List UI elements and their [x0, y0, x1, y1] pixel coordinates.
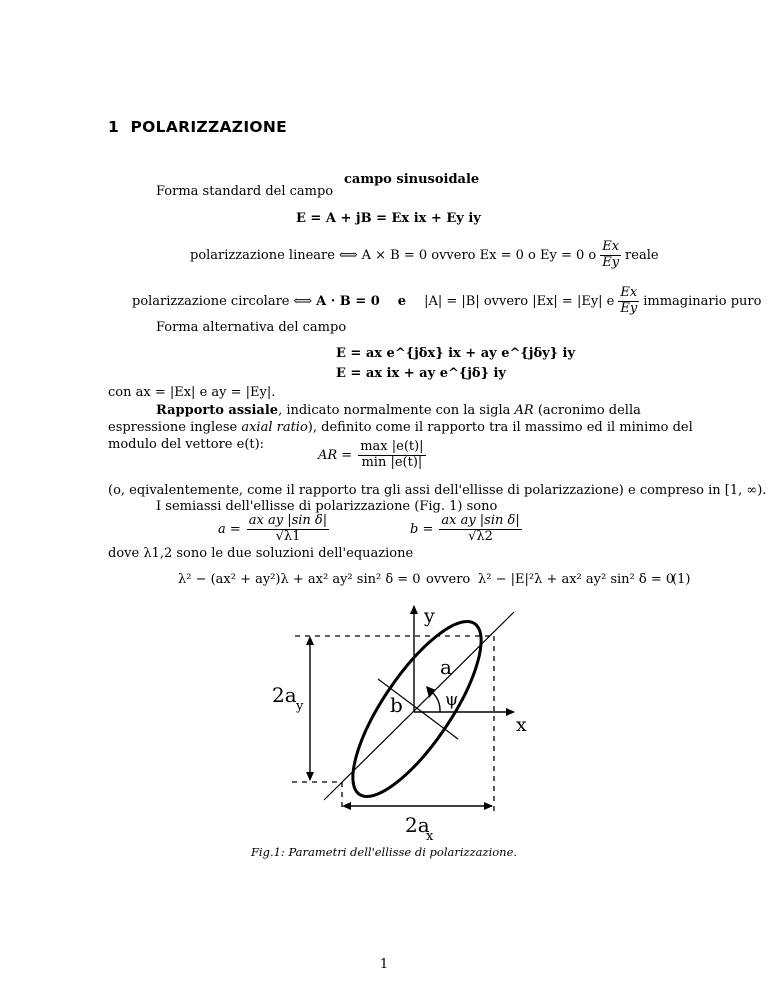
psi-arrowhead [426, 686, 436, 698]
circular-label: polarizzazione circolare [132, 293, 290, 309]
circular-condition-1: A · B = 0 [316, 293, 380, 309]
axial-ratio-term: Rapporto assiale [156, 403, 279, 418]
where-text: dove λ1,2 sono le due soluzioni dell'equazione [108, 546, 414, 561]
axial-ratio-text2: (acronimo della espressione inglese [108, 403, 641, 435]
eq-a-num: ax ay |sin δ| [248, 513, 328, 528]
two-ay-subscript: y [296, 699, 304, 714]
standard-form-label: Forma standard del campo [156, 184, 334, 199]
eq-alt-2: E = ax ix + ay e^{jδ} iy [336, 366, 506, 381]
psi-arc [432, 692, 440, 712]
linear-frac-num: Ex [602, 239, 620, 254]
x-axis-label: x [516, 714, 527, 736]
axial-ratio-text3: ), definito come il rapporto tra il massimo ed il minimo del modulo del vettore e(t): [108, 420, 693, 452]
two-ax-subscript: x [426, 829, 434, 844]
circular-and: e [397, 293, 407, 309]
eq-ar-lhs: AR = [318, 447, 353, 463]
psi-label: ψ [445, 690, 459, 710]
eq-b-num: ax ay |sin δ| [441, 513, 520, 528]
section-number: 1 [108, 118, 120, 136]
a-label: a [440, 655, 452, 679]
eq-a-den: √λ1 [275, 528, 301, 544]
implies-symbol: ⟺ [338, 247, 358, 263]
section-title: POLARIZZAZIONE [130, 118, 288, 136]
eq1-left: λ² − (ax² + ay²)λ + ax² ay² sin² δ = 0 [178, 572, 421, 587]
with-text: con ax = |Ex| e ay = |Ey|. [108, 385, 276, 400]
alt-form-label: Forma alternativa del campo [156, 320, 347, 335]
implies-symbol-2: ⟺ [293, 293, 313, 309]
eq-standard: E = A + jB = Ex ix + Ey iy [296, 211, 481, 226]
eq1-number: (1) [672, 572, 691, 587]
circular-condition-2: |A| = |B| ovvero |Ex| = |Ey| e [424, 293, 615, 309]
page-number: 1 [379, 957, 389, 972]
eq1-mid: ovvero [426, 572, 471, 587]
circular-tail: immaginario puro [643, 293, 762, 309]
eq-ar-den: min |e(t)| [361, 454, 423, 470]
linear-condition: A × B = 0 ovvero Ex = 0 o Ey = 0 o [361, 247, 597, 263]
axial-ratio-italic: axial ratio [241, 420, 308, 435]
semiaxes-text: I semiassi dell'ellisse di polarizzazione (Fig. 1) sono [156, 499, 498, 514]
linear-tail: reale [625, 247, 659, 263]
two-ax-label: 2a [405, 813, 430, 837]
eq-b-den: √λ2 [468, 528, 493, 544]
y-axis-label: y [424, 605, 435, 627]
major-axis-line [324, 612, 514, 800]
eq-a-lhs: a = [218, 521, 241, 537]
eq-b-lhs: b = [410, 521, 434, 537]
circular-frac-den: Ey [620, 300, 638, 316]
eq-ar-num: max |e(t)| [360, 439, 424, 454]
circular-frac-num: Ex [620, 285, 638, 300]
figure-caption: Fig.1: Parametri dell'ellisse di polarizzazione. [250, 845, 518, 859]
equivalent-text: (o, eqivalentemente, come il rapporto tra gli assi dell'ellisse di polarizzazione) e compreso in [1, ∞). [108, 483, 767, 498]
axial-ratio-text1: , indicato normalmente con la sigla [278, 403, 515, 418]
two-ay-label: 2a [272, 683, 297, 707]
eq1-right: λ² − |E|²λ + ax² ay² sin² δ = 0 [478, 572, 675, 587]
linear-label: polarizzazione lineare [190, 247, 335, 263]
b-label: b [390, 693, 403, 717]
subtitle: campo sinusoidale [344, 172, 480, 187]
eq-alt-1: E = ax e^{jδx} ix + ay e^{jδy} iy [336, 346, 576, 361]
axial-ratio-acronym: AR [514, 403, 534, 418]
linear-frac-den: Ey [602, 254, 620, 270]
